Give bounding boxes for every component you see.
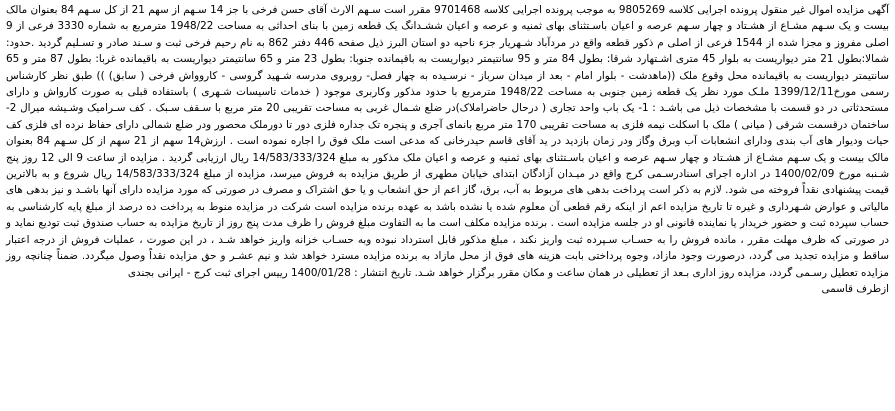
- notice-signature: ازطرف قاسمی: [821, 282, 889, 295]
- notice-body: آگهی مزایده اموال غیر منقول پرونده اجرایی کلاسه 9805269 به موجب پرونده اجرایی کلاسه 9701468 مقرر است سـهم الارث آقای حسن فرخی با جز 14 سـهم از سهم 21 از کل سـهم 84 بعنوان مالک بیست و یک سـهم مشـاع از هشـتاد و چهار سـهم عرصه و اعیان باسـتثنای بهای ثمنیه و عرصه و اعیان ششـدانگ یک قطعه زمین با بنای احداثی به مساحت 1948/22 مترمربع به شماره 3330 فرعی از 9 اصلی مفروز و مجزا شده از 1544 فرعی از اصلی م ذکور قطعه واقع در مردآباد شـهریار جزء ناحیه دو استان البرز ذیل صفحه 446 دفتر 862 به نام رحیم فرخی ثبت و سـند صادر و تسـلیم گردید .حدود: شمالا:بطول 21 متر دیواریست به بلوار 45 متری اشـتهارد شرقا: بطول 84 متر و 95 سانتیمتر دیواریست به باقیمانده جنوبا: بطول 23 متر و 65 سانتیمتر دیواریست به باقیمانده غربا: بطول 87 متر و 65 سانتیمتر دیواریست به باقیمانده محل وقوع ملک ((ماهدشت - بلوار امام - بعد از میدان سرباز - نرسـیده به چهار فصل- روبروی مدرسه شـهید گروسی - کاروواش فرخی ( سابق) )) طبق نظر کارشناس رسمی مورخ1399/12/11 ملـک مورد نظر یک قطعه زمین جنوبی به مساحت 1948/22 مترمربع با حدود مذکور وکاربری موجود ( خدمات تاسیسات شـهری ) باستفاده قبلی به صورت کارواش و دارای مستحدثاتی در دو قسمت با مشخصات ذیل می باشـد : 1- یک باب واحد تجاری ( درحال حاضراملاک)در ضلع شـمال غربی به مساحت تقریبی 20 متر مربع با سـقف سـبک . کف سـرامیک وشـیشه میرال 2-ساختمان درقسمت شرقی ( میانی ) ملک با اسکلت نیمه فلزی به مساحت تقریبی 170 متر مربع بانمای آجری و پنجره تک جداره فلزی دور تا دورملک محصور ودر ضلع شمالی دارای حفاظ نرده ای فلزی کف حیات ودیوار های آب بندی ودارای انشعابات آب وبرق وگاز ودر زمان بازدید در ید آقای قاسم حیدرخانی که مدعی است ملک فوق را اجاره نموده است . ارزش14 سهم از 21 سهم از کل سـهم 84 بعنوان مالک بیست و یک سـهم مشـاع از هشـتاد و چهار سـهم عرصه و اعیان باسـتثنای بهای ثمنیه و عرصه و اعیان ملک مذکور به مبلغ 14/583/333/324 ریال ارزیابی گردید . مزایده از ساعت 9 الی 12 روز پنج شـنبه مورخ 1400/02/09 در اداره اجرای اسنادرسـمی کرج واقع در میـدان آزادگان ابتدای خیابان مطهری از طریق مزایده به فروش میرسد، مزایده از مبلغ 14/583/333/324 ریال شروع و به بالاترین قیمت پیشنهادی نقداً فروخته می شود. لازم به ذکر است پرداخت بدهی های مربوط به آب، برق، گاز اعم از حق انشعاب و یا حق اشتراک و مصرف در صورتی که مورد مزایده دارای آنها باشـد و نیز بدهی های مالیاتی و عوارض شـهرداری و غیره تا تاریخ مزایده اعم از اینکه رقم قطعی آن معلوم شده یا نشده باشد به عهده برنده مزایده است شرکت در مزایده منوط به پرداخت ده درصد از مبلغ پایه کارشناسی به حساب سپرده ثبت و حضور خریدار یا نماینده قانونی او در جلسه مزایده است . برنده مزایده مکلف است ما به التفاوت مبلغ فروش را ظرف مدت پنج روز از تاریخ مزایده به حساب صندوق ثبت تودیع نماید و در صورتی که ظرف مهلت مقرر ، مانده فروش را به حسـاب سـپرده ثبت واریز نکند ، مبلغ مذکور قابل استرداد نبوده وبه حسـاب خزانه واریز خواهد شـد ، در این صورت ، عملیات فروش از درجه اعتبار ساقط و مزایده تجدید می گردد، درصورت وجود مازاد، وجوه پرداختی بابت هزینه های فوق از محل مازاد به برنده مزایده مسترد خواهد شد و نیم عشـر و حق مزایده نقداً وصول میگردد. ضمناً چنانچه روز مزایده تعطیل رسـمی گردد، مزایده روز اداری بـعد از تعطیلی در همان ساعت و مکان مقرر برگزار خواهد شـد. تاریخ انتشار : 1400/01/28 رییس اجرای ثبت کرج - ایرانی بجندی: [6, 4, 890, 279]
